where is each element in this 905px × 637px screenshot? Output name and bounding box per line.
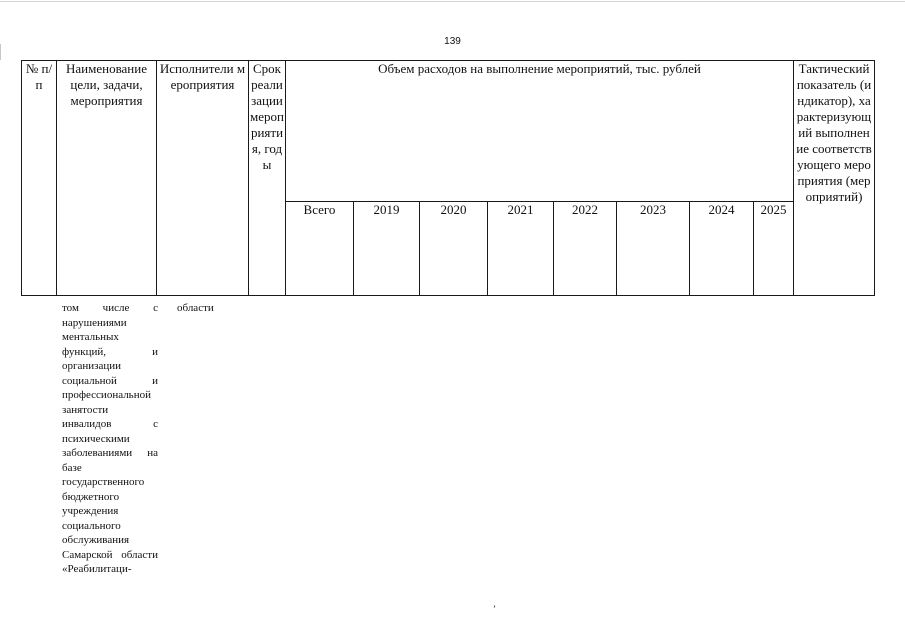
- header-year-2020: 2020: [420, 202, 488, 296]
- header-indicator: Тактический показатель (индикатор), характеризующий выполнение соответствующего мероприятия (мероприятий): [794, 61, 875, 296]
- scan-top-edge: [0, 1, 905, 2]
- header-total: Всего: [286, 202, 354, 296]
- expenses-table: [21, 60, 875, 296]
- header-number: № п/п: [22, 61, 57, 296]
- header-year-2024: 2024: [690, 202, 754, 296]
- header-year-2025: 2025: [754, 202, 794, 296]
- continued-measure-name: том числе с нарушениями ментальных функций, и организации социальной и профессиональной занятости инвалидов с психическими заболеваниями на базе государственного бюджетного учреждения социального обслуживания Самарской области «Реабилитаци-: [62, 302, 158, 575]
- continued-executors: области: [177, 302, 214, 314]
- header-term: Срок реализации мероприятия, годы: [249, 61, 286, 296]
- header-expenses-group: Объем расходов на выполнение мероприятий, тыс. рублей: [286, 61, 794, 202]
- header-name: Наименование цели, задачи, мероприятия: [57, 61, 157, 296]
- page-number: 139: [444, 36, 461, 47]
- header-year-2022: 2022: [554, 202, 617, 296]
- header-year-2023: 2023: [617, 202, 690, 296]
- header-year-2021: 2021: [488, 202, 554, 296]
- header-year-2019: 2019: [354, 202, 420, 296]
- header-executors: Исполнители мероприятия: [157, 61, 249, 296]
- stray-mark: ʼ: [493, 604, 496, 614]
